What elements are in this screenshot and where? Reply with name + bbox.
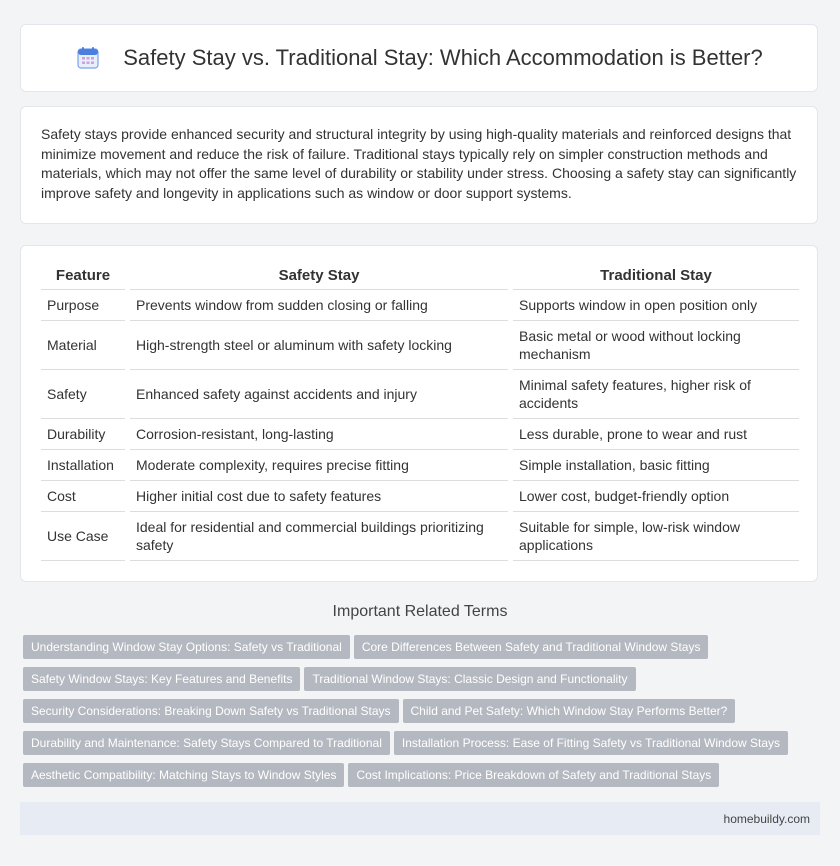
related-term-tag[interactable]: Understanding Window Stay Options: Safety vs Traditional bbox=[23, 635, 350, 659]
feature-cell: Purpose bbox=[41, 290, 128, 321]
safety-cell: Prevents window from sudden closing or falling bbox=[128, 290, 511, 321]
feature-cell: Use Case bbox=[41, 512, 128, 561]
table-row bbox=[41, 290, 799, 321]
feature-cell: Durability bbox=[41, 419, 128, 450]
related-term-tag[interactable]: Traditional Window Stays: Classic Design and Functionality bbox=[304, 667, 635, 691]
footer-site-link[interactable]: homebuildy.com bbox=[723, 812, 810, 826]
feature-cell: Cost bbox=[41, 481, 128, 512]
traditional-cell: Minimal safety features, higher risk of accidents bbox=[511, 370, 800, 419]
table-row bbox=[41, 481, 799, 512]
safety-cell: Moderate complexity, requires precise fitting bbox=[128, 450, 511, 481]
traditional-cell: Simple installation, basic fitting bbox=[511, 450, 800, 481]
traditional-cell: Suitable for simple, low-risk window applications bbox=[511, 512, 800, 561]
related-term-tag[interactable]: Safety Window Stays: Key Features and Benefits bbox=[23, 667, 300, 691]
table-row bbox=[41, 512, 799, 561]
feature-cell: Safety bbox=[41, 370, 128, 419]
related-term-tag[interactable]: Installation Process: Ease of Fitting Safety vs Traditional Window Stays bbox=[394, 731, 788, 755]
related-term-tag[interactable]: Cost Implications: Price Breakdown of Safety and Traditional Stays bbox=[348, 763, 719, 787]
table-header-row bbox=[41, 262, 799, 290]
table-row bbox=[41, 450, 799, 481]
comparison-table bbox=[41, 262, 799, 561]
table-row bbox=[41, 321, 799, 370]
header-feature: Feature bbox=[41, 262, 128, 290]
safety-cell: High-strength steel or aluminum with safety locking bbox=[128, 321, 511, 370]
safety-cell: Ideal for residential and commercial buildings prioritizing safety bbox=[128, 512, 511, 561]
related-term-tag[interactable]: Aesthetic Compatibility: Matching Stays to Window Styles bbox=[23, 763, 344, 787]
table-row bbox=[41, 370, 799, 419]
traditional-cell: Lower cost, budget-friendly option bbox=[511, 481, 800, 512]
safety-cell: Corrosion-resistant, long-lasting bbox=[128, 419, 511, 450]
header-traditional-stay: Traditional Stay bbox=[511, 262, 800, 290]
traditional-cell: Less durable, prone to wear and rust bbox=[511, 419, 800, 450]
header-safety-stay: Safety Stay bbox=[128, 262, 511, 290]
feature-cell: Material bbox=[41, 321, 128, 370]
footer bbox=[20, 802, 820, 835]
feature-cell: Installation bbox=[41, 450, 128, 481]
related-term-tag[interactable]: Child and Pet Safety: Which Window Stay Performs Better? bbox=[403, 699, 736, 723]
traditional-cell: Supports window in open position only bbox=[511, 290, 800, 321]
title-card bbox=[20, 24, 818, 92]
calendar-icon bbox=[75, 45, 101, 71]
traditional-cell: Basic metal or wood without locking mechanism bbox=[511, 321, 800, 370]
related-term-tag[interactable]: Security Considerations: Breaking Down Safety vs Traditional Stays bbox=[23, 699, 399, 723]
intro-card bbox=[20, 106, 818, 224]
related-term-tag[interactable]: Core Differences Between Safety and Traditional Window Stays bbox=[354, 635, 709, 659]
table-row bbox=[41, 419, 799, 450]
safety-cell: Higher initial cost due to safety features bbox=[128, 481, 511, 512]
related-terms-title: Important Related Terms bbox=[332, 603, 508, 620]
related-term-tag[interactable]: Durability and Maintenance: Safety Stays Compared to Traditional bbox=[23, 731, 390, 755]
related-terms-list bbox=[23, 635, 823, 795]
safety-cell: Enhanced safety against accidents and injury bbox=[128, 370, 511, 419]
page-title: Safety Stay vs. Traditional Stay: Which Accommodation is Better? bbox=[123, 45, 763, 70]
intro-text: Safety stays provide enhanced security and structural integrity by using high-quality materials and reinforced designs that minimize movement and reduce the risk of failure. Traditional stays typically rely on simpler construction methods and materials, which may not offer the same level of durability or stability under stress. Choosing a safety stay can significantly improve safety and longevity in applications such as window or door support systems. bbox=[41, 126, 797, 201]
comparison-card bbox=[20, 245, 818, 582]
